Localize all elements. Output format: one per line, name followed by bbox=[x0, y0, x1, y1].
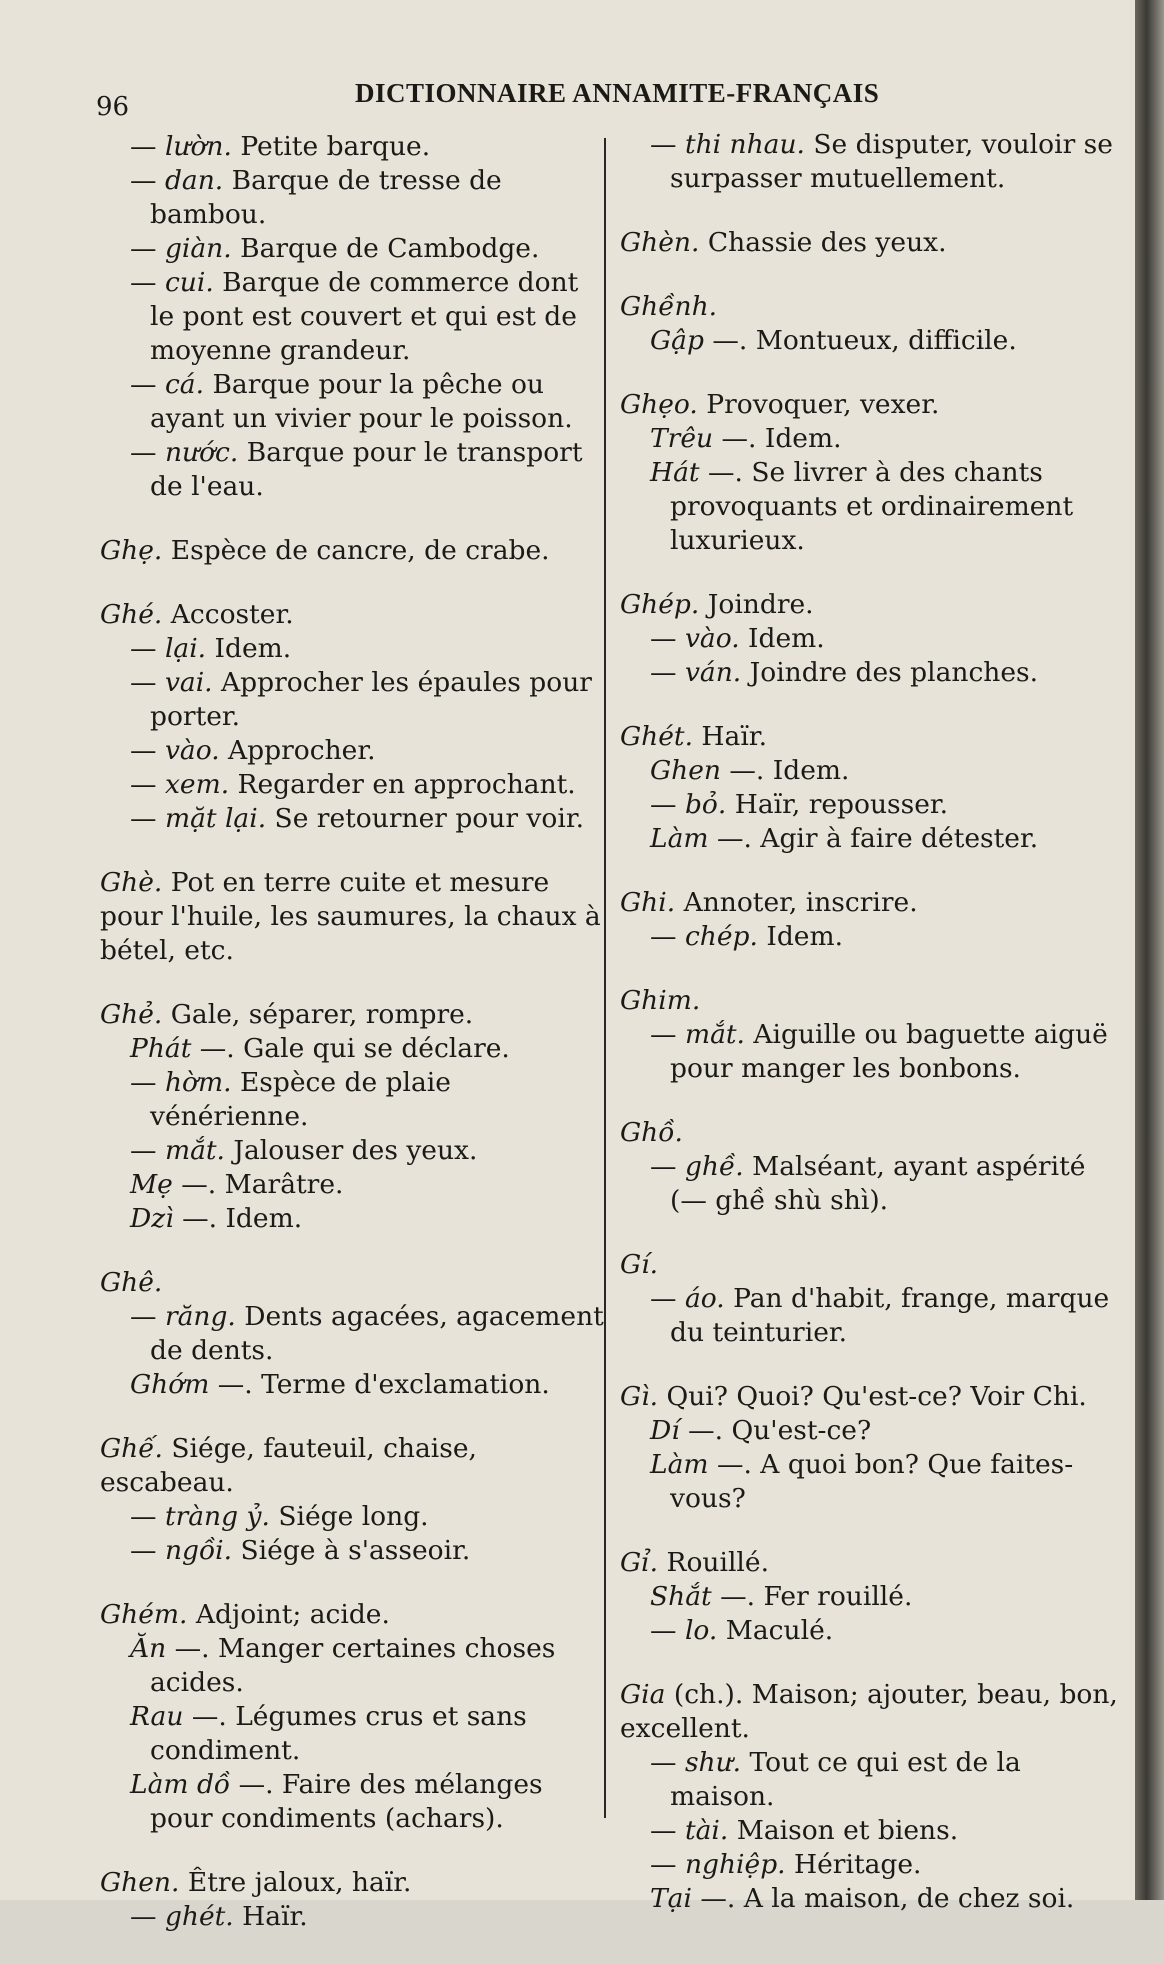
headword: cui. bbox=[164, 267, 214, 298]
definition-text: Siége long. bbox=[269, 1501, 429, 1532]
headword: ván. bbox=[684, 657, 742, 688]
entry-headline bbox=[100, 866, 605, 968]
entry-headline bbox=[100, 534, 605, 568]
entry-subline bbox=[620, 1746, 1120, 1814]
page-header-title: DICTIONNAIRE ANNAMITE-FRANÇAIS bbox=[355, 78, 880, 108]
definition-text: Pot en terre cuite et mesure pour l'huile, les saumures, la chaux à bétel, etc. bbox=[100, 867, 601, 966]
headword: lườn. bbox=[164, 131, 232, 162]
entry-subline bbox=[100, 632, 605, 666]
definition-text: Tout ce qui est de la maison. bbox=[670, 1747, 1021, 1812]
dash-marker bbox=[130, 1901, 165, 1932]
headword: ngồi. bbox=[164, 1535, 233, 1566]
definition-text: Aiguille ou baguette aiguë pour manger les bonbons. bbox=[670, 1019, 1108, 1084]
headword: Gì. bbox=[620, 1381, 659, 1412]
entry-headline bbox=[100, 998, 605, 1032]
definition-text: —. Terme d'exclamation. bbox=[209, 1369, 550, 1400]
dash-marker bbox=[130, 267, 165, 298]
headword: vai. bbox=[164, 667, 213, 698]
entry-subline bbox=[620, 754, 1120, 788]
entry-headline bbox=[620, 588, 1120, 622]
headword: răng. bbox=[164, 1301, 236, 1332]
entry-subline bbox=[100, 1032, 605, 1066]
entry-subline bbox=[100, 368, 605, 436]
entry-headline bbox=[620, 984, 1120, 1018]
dash-marker bbox=[650, 1151, 685, 1182]
headword: Làm dồ bbox=[130, 1769, 231, 1800]
entry-subline bbox=[620, 822, 1120, 856]
dash-marker bbox=[130, 1301, 165, 1332]
headword: thi nhau. bbox=[684, 129, 805, 160]
headword: nước. bbox=[164, 437, 239, 468]
definition-text: —. Idem. bbox=[713, 423, 842, 454]
entry-subline bbox=[100, 1900, 605, 1934]
definition-text: Haïr, repousser. bbox=[726, 789, 949, 820]
entry-subline bbox=[100, 1066, 605, 1134]
definition-text: Gale, séparer, rompre. bbox=[162, 999, 474, 1030]
headword: Ghen bbox=[650, 755, 721, 786]
entry-headline bbox=[620, 388, 1120, 422]
entry-headline bbox=[620, 1678, 1120, 1746]
dash-marker bbox=[130, 1535, 165, 1566]
entry-subline bbox=[100, 1168, 605, 1202]
definition-text: Approcher. bbox=[219, 735, 376, 766]
headword: giàn. bbox=[164, 233, 232, 264]
dash-marker bbox=[130, 1501, 165, 1532]
headword: shư. bbox=[684, 1747, 742, 1778]
definition-text: Regarder en approchant. bbox=[229, 769, 576, 800]
dictionary-entry bbox=[100, 130, 605, 504]
dash-marker bbox=[130, 803, 165, 834]
book-page-edge bbox=[1135, 0, 1164, 1900]
headword: Tại bbox=[650, 1883, 692, 1914]
definition-text: Idem. bbox=[757, 921, 844, 952]
entry-subline bbox=[620, 1150, 1120, 1218]
headword: Ghè. bbox=[100, 867, 163, 898]
dictionary-entry bbox=[620, 720, 1120, 856]
definition-text: Barque de commerce dont le pont est couvert et qui est de moyenne grandeur. bbox=[150, 267, 579, 366]
definition-text: Jalouser des yeux. bbox=[224, 1135, 478, 1166]
headword: Gập bbox=[650, 325, 704, 356]
entry-headline bbox=[100, 1866, 605, 1900]
dictionary-entry bbox=[620, 588, 1120, 690]
entry-subline bbox=[100, 130, 605, 164]
definition-text: Provoquer, vexer. bbox=[697, 389, 940, 420]
dash-marker bbox=[650, 921, 685, 952]
definition-text: Barque de tresse de bambou. bbox=[150, 165, 502, 230]
headword: tràng ỷ. bbox=[164, 1501, 270, 1532]
headword: lại. bbox=[164, 633, 207, 664]
definition-text: Barque de Cambodge. bbox=[231, 233, 540, 264]
dictionary-entry bbox=[620, 290, 1120, 358]
entry-subline bbox=[100, 666, 605, 734]
entry-subline bbox=[100, 1534, 605, 1568]
entry-subline bbox=[620, 920, 1120, 954]
dictionary-entry bbox=[620, 1678, 1120, 1916]
headword: tài. bbox=[684, 1815, 729, 1846]
entry-subline bbox=[620, 422, 1120, 456]
dictionary-entry bbox=[620, 1116, 1120, 1218]
entry-subline bbox=[620, 128, 1120, 196]
definition-text: —. Se livrer à des chants provoquants et ordinairement luxurieux. bbox=[670, 457, 1074, 556]
definition-text: Petite barque. bbox=[231, 131, 431, 162]
dictionary-entry bbox=[620, 1248, 1120, 1350]
headword: Ghớm bbox=[130, 1369, 210, 1400]
definition-text: Maison et biens. bbox=[728, 1815, 959, 1846]
dictionary-entry bbox=[620, 128, 1120, 196]
headword: Ăn bbox=[130, 1633, 167, 1664]
entry-subline bbox=[620, 656, 1120, 690]
headword: Làm bbox=[650, 823, 709, 854]
entry-headline bbox=[100, 598, 605, 632]
definition-text: Maculé. bbox=[717, 1615, 834, 1646]
headword: Ghẹo. bbox=[620, 389, 698, 420]
entry-subline bbox=[100, 436, 605, 504]
definition-text: —. Marâtre. bbox=[172, 1169, 344, 1200]
entry-subline bbox=[100, 1134, 605, 1168]
definition-text: Être jaloux, haïr. bbox=[179, 1867, 412, 1898]
headword: Ghi. bbox=[620, 887, 676, 918]
headword: áo. bbox=[684, 1283, 725, 1314]
entry-subline bbox=[620, 1882, 1120, 1916]
entry-headline bbox=[100, 1266, 605, 1300]
dash-marker bbox=[130, 735, 165, 766]
entry-subline bbox=[100, 1768, 605, 1836]
headword: Ghém. bbox=[100, 1599, 188, 1630]
dash-marker bbox=[130, 1135, 165, 1166]
definition-text: Barque pour la pêche ou ayant un vivier pour le poisson. bbox=[150, 369, 573, 434]
definition-text: —. Faire des mélanges pour condiments (achars). bbox=[150, 1769, 543, 1834]
definition-text: Malséant, ayant aspérité (— ghề shù shì). bbox=[670, 1151, 1086, 1216]
dictionary-entry bbox=[100, 998, 605, 1236]
entry-subline bbox=[620, 622, 1120, 656]
headword: cá. bbox=[164, 369, 205, 400]
entry-headline bbox=[620, 226, 1120, 260]
entry-subline bbox=[100, 1368, 605, 1402]
headword: Làm bbox=[650, 1449, 709, 1480]
headword: Ghét. bbox=[620, 721, 693, 752]
entry-headline bbox=[620, 1546, 1120, 1580]
dash-marker bbox=[130, 131, 165, 162]
dash-marker bbox=[650, 129, 685, 160]
headword: Mẹ bbox=[130, 1169, 173, 1200]
headword: Ghen. bbox=[100, 1867, 180, 1898]
headword: Ghé. bbox=[100, 599, 163, 630]
definition-text: Héritage. bbox=[785, 1849, 922, 1880]
entry-headline bbox=[620, 290, 1120, 324]
headword: ghề. bbox=[684, 1151, 744, 1182]
headword: Ghim. bbox=[620, 985, 701, 1016]
dash-marker bbox=[650, 1747, 685, 1778]
dash-marker bbox=[650, 789, 685, 820]
entry-subline bbox=[620, 1580, 1120, 1614]
entry-headline bbox=[100, 1432, 605, 1500]
dash-marker bbox=[650, 657, 685, 688]
headword: chép. bbox=[684, 921, 758, 952]
definition-text: Espèce de cancre, de crabe. bbox=[162, 535, 550, 566]
definition-text: Haïr. bbox=[693, 721, 767, 752]
headword: Ghồ. bbox=[620, 1117, 683, 1148]
entry-subline bbox=[100, 164, 605, 232]
dash-marker bbox=[650, 1019, 685, 1050]
headword: Ghế. bbox=[100, 1433, 163, 1464]
dash-marker bbox=[130, 1067, 165, 1098]
entry-headline bbox=[100, 1598, 605, 1632]
dash-marker bbox=[130, 233, 165, 264]
entry-subline bbox=[100, 1500, 605, 1534]
headword: Ghép. bbox=[620, 589, 700, 620]
definition-text: —. Légumes crus et sans condiment. bbox=[150, 1701, 527, 1766]
dictionary-entry bbox=[100, 1598, 605, 1836]
definition-text: Rouillé. bbox=[658, 1547, 770, 1578]
headword: vào. bbox=[684, 623, 740, 654]
left-column bbox=[100, 130, 605, 1964]
definition-text: Barque pour le transport de l'eau. bbox=[150, 437, 583, 502]
definition-text: —. Gale qui se déclare. bbox=[191, 1033, 510, 1064]
headword: Ghềnh. bbox=[620, 291, 718, 322]
headword: bỏ. bbox=[684, 789, 727, 820]
dictionary-entry bbox=[100, 866, 605, 968]
entry-subline bbox=[620, 1814, 1120, 1848]
dash-marker bbox=[130, 667, 165, 698]
headword: Rau bbox=[130, 1701, 184, 1732]
definition-text: —. Idem. bbox=[721, 755, 850, 786]
headword: Phát bbox=[130, 1033, 192, 1064]
definition-text: Se disputer, vouloir se surpasser mutuellement. bbox=[670, 129, 1113, 194]
definition-text: —. Manger certaines choses acides. bbox=[150, 1633, 556, 1698]
headword: Gỉ. bbox=[620, 1547, 659, 1578]
entry-subline bbox=[620, 1018, 1120, 1086]
headword: mắt. bbox=[164, 1135, 225, 1166]
definition-text: (ch.). Maison; ajouter, beau, bon, excellent. bbox=[620, 1679, 1118, 1744]
entry-subline bbox=[620, 324, 1120, 358]
dictionary-entry bbox=[620, 886, 1120, 954]
entry-subline bbox=[620, 1282, 1120, 1350]
headword: ghét. bbox=[164, 1901, 234, 1932]
dictionary-entry bbox=[100, 1266, 605, 1402]
definition-text: Joindre des planches. bbox=[741, 657, 1039, 688]
entry-headline bbox=[620, 1380, 1120, 1414]
headword: Ghê. bbox=[100, 1267, 163, 1298]
headword: Shắt bbox=[650, 1581, 712, 1612]
definition-text: —. A la maison, de chez soi. bbox=[691, 1883, 1075, 1914]
definition-text: Se retourner pour voir. bbox=[266, 803, 584, 834]
dash-marker bbox=[650, 623, 685, 654]
page-number: 96 bbox=[96, 92, 130, 122]
headword: mắt. bbox=[684, 1019, 745, 1050]
dictionary-entry bbox=[620, 984, 1120, 1086]
headword: mặt lại. bbox=[164, 803, 267, 834]
dash-marker bbox=[130, 165, 165, 196]
headword: Ghẹ. bbox=[100, 535, 163, 566]
dash-marker bbox=[650, 1815, 685, 1846]
headword: Dzì bbox=[130, 1203, 174, 1234]
entry-subline bbox=[100, 802, 605, 836]
entry-headline bbox=[620, 886, 1120, 920]
entry-subline bbox=[100, 1300, 605, 1368]
definition-text: Adjoint; acide. bbox=[187, 1599, 390, 1630]
entry-subline bbox=[620, 1414, 1120, 1448]
dash-marker bbox=[650, 1283, 685, 1314]
headword: Dí bbox=[650, 1415, 680, 1446]
column-divider bbox=[604, 138, 606, 1818]
dash-marker bbox=[130, 769, 165, 800]
dictionary-entry bbox=[620, 226, 1120, 260]
dictionary-entry bbox=[100, 1432, 605, 1568]
headword: Ghèn. bbox=[620, 227, 700, 258]
dash-marker bbox=[650, 1615, 685, 1646]
entry-subline bbox=[620, 456, 1120, 558]
entry-subline bbox=[620, 1848, 1120, 1882]
right-column bbox=[620, 128, 1120, 1946]
entry-headline bbox=[620, 1116, 1120, 1150]
definition-text: Siége à s'asseoir. bbox=[232, 1535, 471, 1566]
headword: nghiệp. bbox=[684, 1849, 786, 1880]
dictionary-entry bbox=[620, 388, 1120, 558]
entry-subline bbox=[100, 734, 605, 768]
dash-marker bbox=[130, 437, 165, 468]
definition-text: Annoter, inscrire. bbox=[675, 887, 918, 918]
definition-text: Haïr. bbox=[233, 1901, 308, 1932]
definition-text: Joindre. bbox=[699, 589, 814, 620]
entry-subline bbox=[100, 1700, 605, 1768]
entry-subline bbox=[100, 266, 605, 368]
entry-subline bbox=[620, 788, 1120, 822]
dictionary-entry bbox=[620, 1546, 1120, 1648]
entry-subline bbox=[100, 1632, 605, 1700]
definition-text: Chassie des yeux. bbox=[699, 227, 947, 258]
definition-text: —. Qu'est-ce? bbox=[679, 1415, 872, 1446]
dictionary-entry bbox=[620, 1380, 1120, 1516]
entry-headline bbox=[620, 720, 1120, 754]
definition-text: Idem. bbox=[739, 623, 825, 654]
dash-marker bbox=[130, 633, 165, 664]
definition-text: —. Agir à faire détester. bbox=[708, 823, 1039, 854]
dictionary-entry bbox=[100, 534, 605, 568]
entry-subline bbox=[100, 768, 605, 802]
definition-text: —. Montueux, difficile. bbox=[703, 325, 1017, 356]
entry-headline bbox=[620, 1248, 1120, 1282]
dash-marker bbox=[650, 1849, 685, 1880]
headword: xem. bbox=[164, 769, 230, 800]
definition-text: Idem. bbox=[206, 633, 292, 664]
headword: Gí. bbox=[620, 1249, 659, 1280]
definition-text: Siége, fauteuil, chaise, escabeau. bbox=[100, 1433, 477, 1498]
headword: dan. bbox=[164, 165, 224, 196]
definition-text: —. Idem. bbox=[173, 1203, 303, 1234]
definition-text: Pan d'habit, frange, marque du teinturier. bbox=[670, 1283, 1110, 1348]
dictionary-entry bbox=[100, 1866, 605, 1934]
entry-subline bbox=[620, 1448, 1120, 1516]
dictionary-entry bbox=[100, 598, 605, 836]
headword: hờm. bbox=[164, 1067, 232, 1098]
entry-subline bbox=[100, 232, 605, 266]
definition-text: Approcher les épaules pour porter. bbox=[150, 667, 592, 732]
definition-text: Espèce de plaie vénérienne. bbox=[150, 1067, 451, 1132]
definition-text: Dents agacées, agacement de dents. bbox=[150, 1301, 604, 1366]
headword: Hát bbox=[650, 457, 700, 488]
headword: lo. bbox=[684, 1615, 718, 1646]
headword: vào. bbox=[164, 735, 220, 766]
definition-text: —. Fer rouillé. bbox=[711, 1581, 913, 1612]
definition-text: Accoster. bbox=[162, 599, 294, 630]
headword: Ghẻ. bbox=[100, 999, 163, 1030]
definition-text: —. A quoi bon? Que faites-vous? bbox=[670, 1449, 1074, 1514]
entry-subline bbox=[100, 1202, 605, 1236]
entry-subline bbox=[620, 1614, 1120, 1648]
dash-marker bbox=[130, 369, 165, 400]
definition-text: Qui? Quoi? Qu'est-ce? Voir Chi. bbox=[658, 1381, 1087, 1412]
headword: Gia bbox=[620, 1679, 666, 1710]
headword: Trêu bbox=[650, 423, 714, 454]
